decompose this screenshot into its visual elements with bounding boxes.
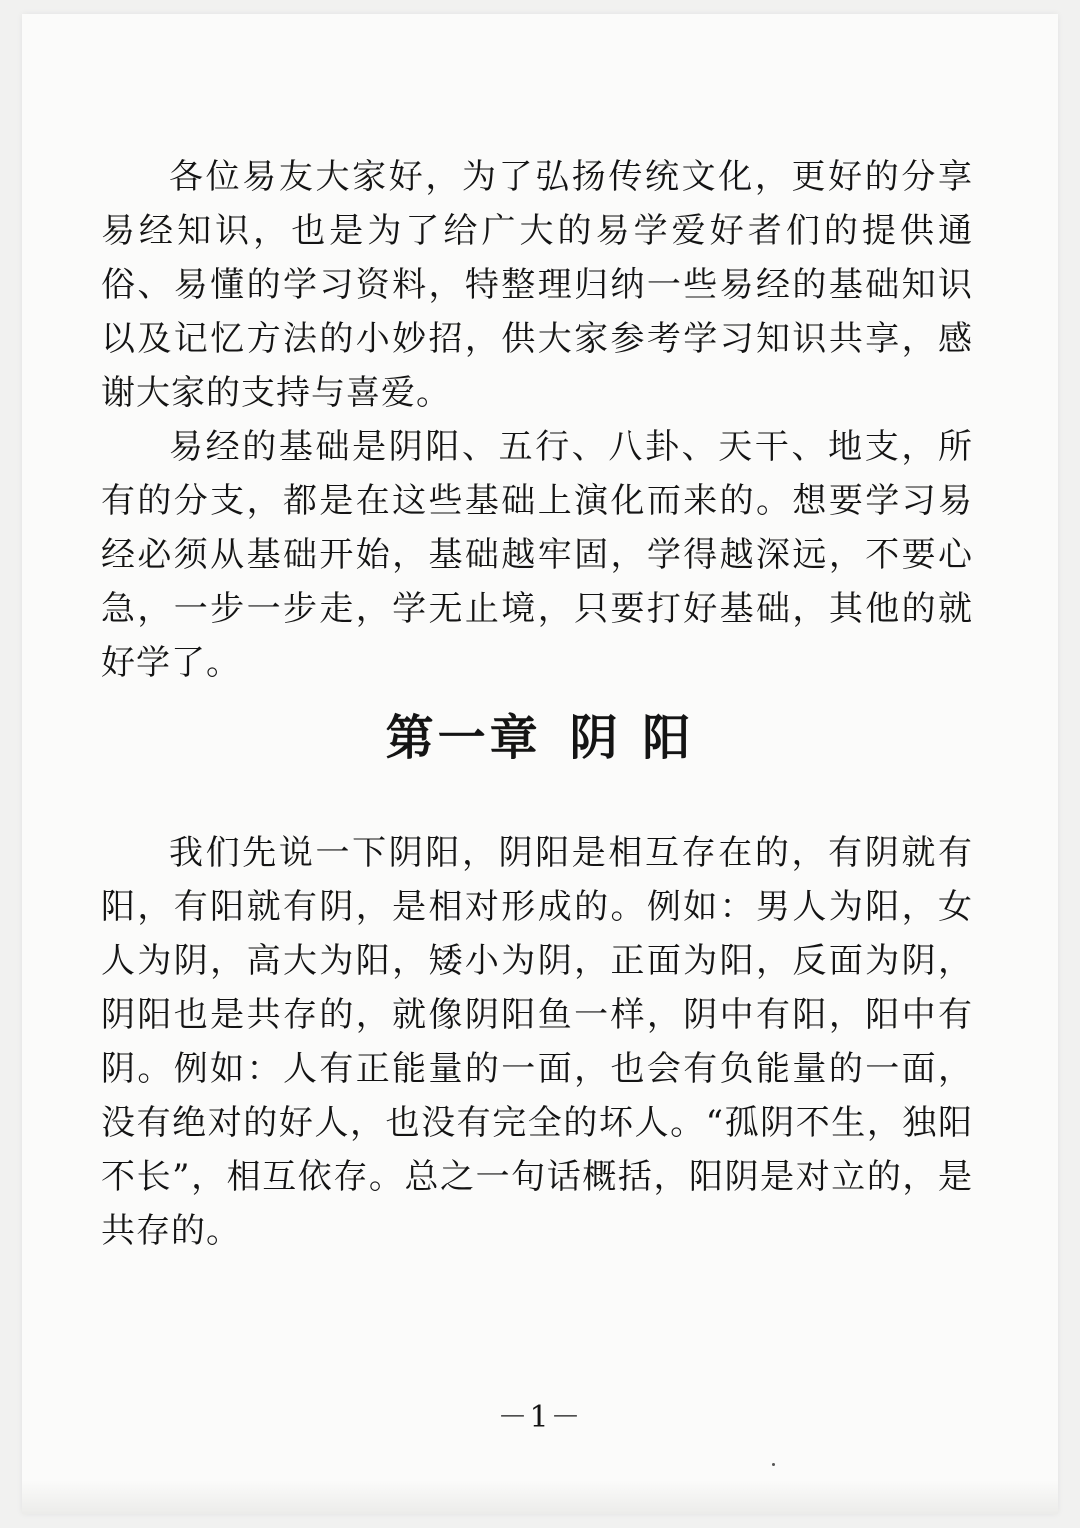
body-paragraph-1: 我们先说一下阴阳，阴阳是相互存在的，有阴就有阳，有阳就有阴，是相对形成的。例如：男人为阳，女人为阴，高大为阳，矮小为阴，正面为阳，反面为阴，阴阳也是共存的，就像阴阳鱼一样，阴中有阳，阳中有阴。例如：人有正能量的一面，也会有负能量的一面，没有绝对的好人，也没有完全的坏人。“孤阴不生，独阳不长”，相互依存。总之一句话概括，阳阴是对立的，是共存的。 (101, 833, 973, 1251)
scan-shadow (22, 1480, 1058, 1514)
intro-paragraph-1: 各位易友大家好，为了弘扬传统文化，更好的分享易经知识，也是为了给广大的易学爱好者们的提供通俗、易懂的学习资料，特整理归纳一些易经的基础知识以及记忆方法的小妙招，供大家参考学习知识共享，感谢大家的支持与喜爱。 (101, 157, 973, 413)
chapter-number: 第一章 (385, 710, 542, 766)
page-number: －1－ (497, 1400, 583, 1435)
chapter-body (101, 826, 973, 1258)
scan-speck (772, 1463, 775, 1466)
intro-paragraph-2: 易经的基础是阴阳、五行、八卦、天干、地支，所有的分支，都是在这些基础上演化而来的。想要学习易经必须从基础开始，基础越牢固，学得越深远，不要心急，一步一步走，学无止境，只要打好基础，其他的就好学了。 (101, 427, 973, 683)
chapter-title: 阴 阳 (569, 710, 695, 766)
chapter-heading (0, 703, 1080, 773)
intro-section (101, 150, 973, 690)
